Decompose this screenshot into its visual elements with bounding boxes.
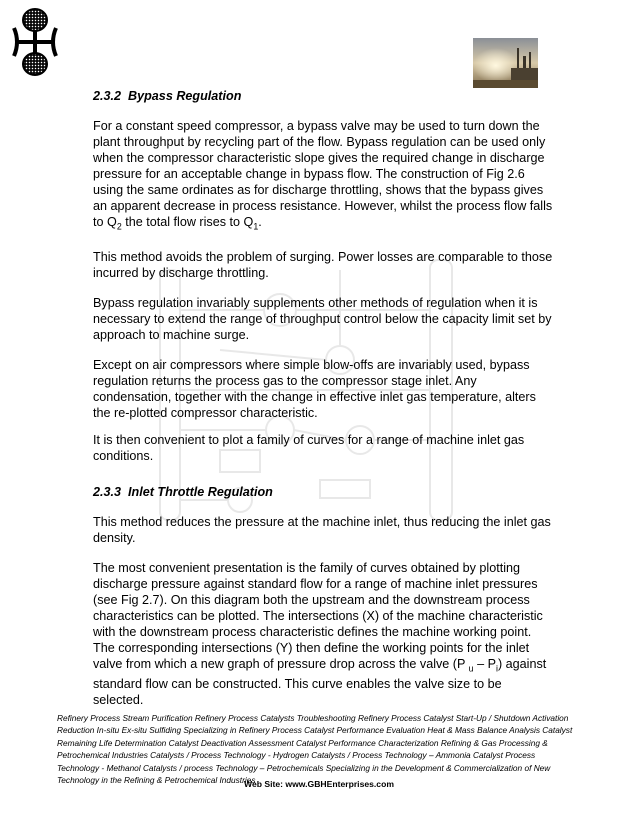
paragraph: It is then convenient to plot a family of curves for a range of machine inlet gas conditions. <box>93 432 525 463</box>
paragraph: Bypass regulation invariably supplements other methods of regulation when it is necessary to extend the range of throughput control below the capacity limit set by approach to machine surge. <box>93 295 552 342</box>
section-heading-inlet-throttle <box>93 484 553 500</box>
main-content <box>93 88 553 708</box>
section-number: 2.3.3 <box>93 484 122 499</box>
paragraph: The most convenient presentation is the family of curves obtained by plotting discharge pressure against standard flow for a range of machine inlet pressures (see Fig 2.7). On this diagram both the upstream and the downstream process characteristics can be plotted. The intersections (X) of the machine characteristic with the downstream process characteristic defines the machine working point. The corresponding intersections (Y) then define the working points for the inlet valve from which a new graph of pressure drop across the valve (P $_u - P_i$) against standard flow can be constructed. This curve enables the valve size to be selected. <box>93 560 547 708</box>
section-title: Bypass Regulation <box>128 89 242 103</box>
paragraph: Except on air compressors where simple blow-offs are invariably used, bypass regulation returns the process gas to the compressor stage inlet. Any condensation, together with the change in effective inlet gas temperature, alters the re-plotted compressor characteristic. <box>93 357 536 420</box>
section-title: Inlet Throttle Regulation <box>128 484 273 499</box>
refinery-sunset-photo-icon <box>473 38 538 88</box>
website-link[interactable]: Web Site: www.GBHEnterprises.com <box>244 779 394 789</box>
section-heading-bypass <box>93 88 553 104</box>
section-number: 2.3.2 <box>93 89 122 103</box>
footer-text: Refinery Process Stream Purification Refinery Process Catalysts Troubleshooting Refinery Process Catalyst Start-Up / Shutdown Activation Reduction In-situ Ex-situ Sulfiding Specializing in Refinery Process Catalyst Performance Evaluation Heat & Mass Balance Analysis Catalyst Remaining Life Determination Catalyst Deactivation Assessment Catalyst Performance Characterization Refining & Gas Processing & Petrochemical Industries Catalysts / Process Technology - Hydrogen Catalysts / Process Technology – Ammonia Catalyst Process Technology - Methanol Catalysts / process Technology – Petrochemicals Specializing in the Development & Commercialization of New Technology in the Refining & Petrochemical Industries <box>57 713 573 786</box>
paragraph: For a constant speed compressor, a bypass valve may be used to turn down the plant throughput by recycling part of the flow. Bypass regulation can be used only when the compressor characteristic slope gives the required change in discharge pressure for an acceptable change in bypass flow. The construction of Fig 2.6 using the same ordinates as for discharge throttling, shows that the bypass gives an apparent decrease in process resistance. However, whilst the process flow falls to $Q_2$ the total flow rises to $Q_1$. <box>93 119 553 232</box>
company-logo-icon <box>10 4 60 80</box>
paragraph: This method reduces the pressure at the machine inlet, thus reducing the inlet gas density. <box>93 514 551 545</box>
paragraph: This method avoids the problem of surging. Power losses are comparable to those incurred by discharge throttling. <box>93 249 553 280</box>
